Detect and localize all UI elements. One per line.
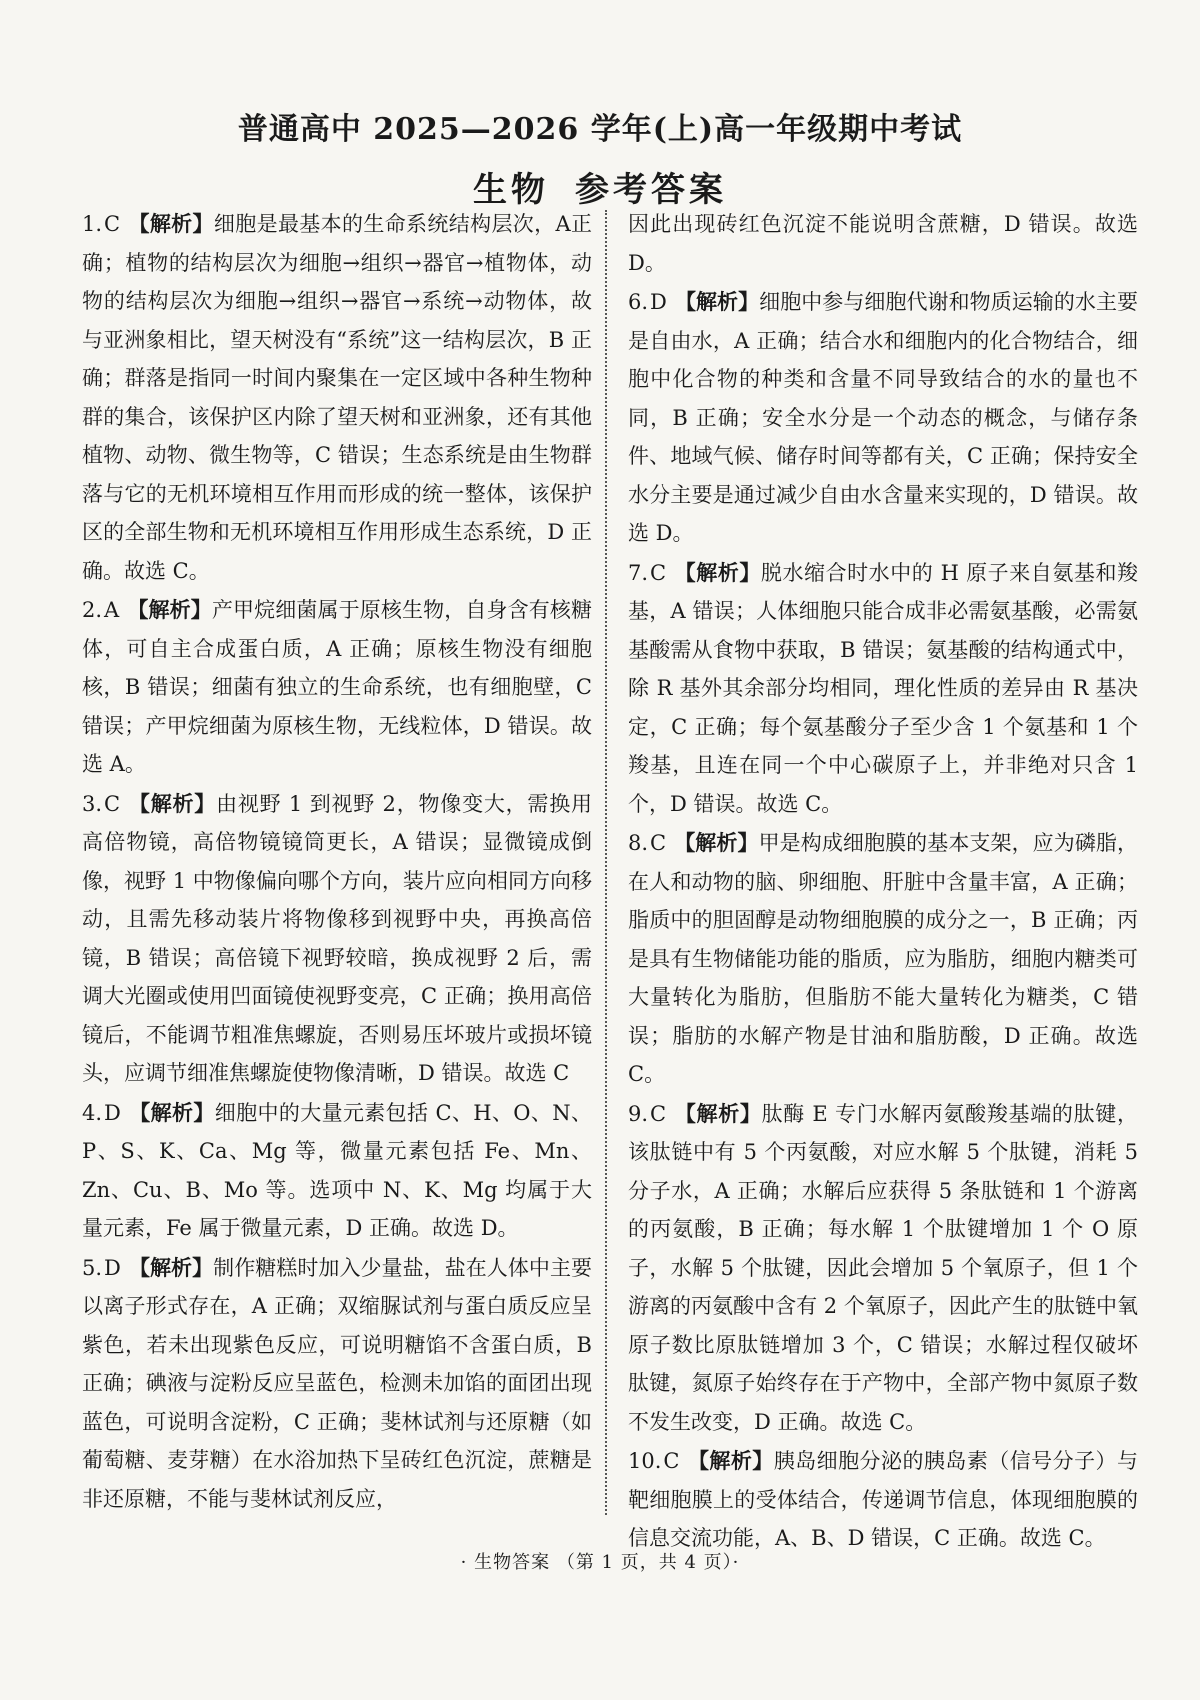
analysis-text: 制作糖糕时加入少量盐，盐在人体中主要以离子形式存在，A 正确；双缩脲试剂与蛋白质反应呈紫色，若未出现紫色反应，可说明糖馅不含蛋白质，B 正确；碘液与淀粉反应呈蓝色，检测未加馅的面团出现蓝色，可说明含淀粉，C 正确；斐林试剂与还原糖（如葡萄糖、麦芽糖）在水浴加热下呈砖红色沉淀，蔗糖是非还原糖，不能与斐林试剂反应， — [82, 1255, 593, 1511]
analysis-text: 细胞是最基本的生命系统结构层次，A正确；植物的结构层次为细胞→组织→器官→植物体，动物的结构层次为细胞→组织→器官→系统→动物体，故与亚洲象相比，望天树没有“系统”这一结构层次，B 正确；群落是指同一时间内聚集在一定区域中各种生物种群的集合，该保护区内除了望天树和亚洲象，还有其他植物、动物、微生物等，C 错误；生态系统是由生物群落与它的无机环境相互作用而形成的统一整体，该保护区的全部生物和无机环境相互作用形成生态系统，D 正确。故选 C。 — [82, 212, 593, 583]
answer-item-8 — [628, 824, 1138, 1094]
answer-item-2 — [82, 591, 592, 784]
analysis-text: 细胞中的大量元素包括 C、H、O、N、P、S、K、Ca、Mg 等，微量元素包括 Fe、Mn、Zn、Cu、B、Mo 等。选项中 N、K、Mg 均属于大量元素，Fe 属于微量元素，D 正确。故选 D。 — [82, 1100, 592, 1240]
answer-item-10 — [628, 1442, 1138, 1558]
subject-label: 生物 — [473, 170, 549, 210]
answer-item-5-continued — [628, 205, 1138, 282]
question-number: 1. — [82, 212, 103, 236]
analysis-tag: 【解析】 — [687, 1448, 774, 1473]
answer-letter: C — [650, 1101, 667, 1126]
answer-item-4 — [82, 1094, 592, 1248]
analysis-tag: 【解析】 — [128, 1099, 215, 1125]
question-number: 10. — [628, 1449, 662, 1473]
analysis-tag: 【解析】 — [674, 289, 760, 314]
question-number: 7. — [628, 560, 649, 585]
analysis-text: 胰岛细胞分泌的胰岛素（信号分子）与靶细胞膜上的受体结合，传递调节信息，体现细胞膜的信息交流功能，A、B、D 错误，C 正确。故选 C。 — [628, 1449, 1138, 1550]
answer-item-3 — [82, 785, 592, 1093]
analysis-tag: 【解析】 — [674, 559, 761, 585]
analysis-text: 因此出现砖红色沉淀不能说明含蔗糖，D 错误。故选 D。 — [628, 212, 1138, 275]
analysis-text: 肽酶 E 专门水解丙氨酸羧基端的肽键，该肽链中有 5 个丙氨酸，对应水解 5 个肽键，消耗 5 分子水，A 正确；水解后应获得 5 条肽链和 1 个游离的丙氨酸，B 正确；每水解 1 个肽键增加 1 个 O 原子，水解 5 个肽键，因此会增加 5 个氧原子，但 1 个游离的丙氨酸中含有 2 个氧原子，因此产生的肽链中氧原子数比原肽链增加 3 个，C 错误；水解过程仅破坏肽键，氮原子始终存在于产物中，全部产物中氮原子数不发生改变，D 正确。故选 C。 — [628, 1101, 1138, 1434]
page-footer: · 生物答案 （第 1 页，共 4 页）· — [460, 1552, 740, 1573]
page-header — [0, 104, 1200, 211]
analysis-tag: 【解析】 — [674, 1100, 762, 1126]
analysis-text: 由视野 1 到视野 2，物像变大，需换用高倍物镜，高倍物镜镜筒更长，A 错误；显微镜成倒像，视野 1 中物像偏向哪个方向，装片应向相同方向移动，且需先移动装片将物像移到视野中央，再换高倍镜，B 错误；高倍镜下视野较暗，换成视野 2 后，需调大光圈或使用凹面镜使视野变亮，C 正确；换用高倍镜后，不能调节粗准焦螺旋，否则易压坏玻片或损坏镜头，应调节细准焦螺旋使物像清晰，D 错误。故选 C — [82, 791, 593, 1085]
answer-item-7 — [628, 554, 1138, 824]
question-number: 6. — [628, 290, 649, 314]
analysis-tag: 【解析】 — [674, 830, 759, 855]
right-column — [628, 205, 1138, 1559]
answer-letter: D — [104, 1100, 121, 1125]
analysis-tag: 【解析】 — [127, 597, 212, 622]
analysis-tag: 【解析】 — [128, 1254, 214, 1280]
answer-item-5 — [82, 1249, 592, 1519]
doc-type-label: 参考答案 — [575, 170, 727, 210]
question-number: 4. — [82, 1100, 103, 1125]
analysis-text: 甲是构成细胞膜的基本支架，应为磷脂，在人和动物的脑、卵细胞、肝脏中含量丰富，A 正确；脂质中的胆固醇是动物细胞膜的成分之一，B 正确；丙是具有生物储能功能的脂质，应为脂肪，细胞内糖类可大量转化为脂肪，但脂肪不能大量转化为糖类，C 错误；脂肪的水解产物是甘油和脂肪酸，D 正确。故选 C。 — [628, 831, 1139, 1086]
question-number: 2. — [82, 598, 103, 622]
answer-letter: A — [104, 598, 120, 622]
answer-letter: D — [650, 290, 667, 314]
answer-letter: C — [663, 1449, 680, 1473]
answer-item-1 — [82, 205, 592, 590]
answer-letter: C — [650, 831, 667, 855]
analysis-text: 产甲烷细菌属于原核生物，自身含有核糖体，可自主合成蛋白质，A 正确；原核生物没有细胞核，B 错误；细菌有独立的生命系统，也有细胞壁，C 错误；产甲烷细菌为原核生物，无线粒体，D 错误。故选 A。 — [82, 598, 593, 776]
question-number: 3. — [82, 791, 103, 816]
answer-letter: C — [104, 212, 121, 236]
left-column — [82, 205, 592, 1519]
answer-item-6 — [628, 283, 1138, 553]
exam-subtitle — [0, 162, 1200, 211]
analysis-tag: 【解析】 — [128, 790, 217, 816]
answer-letter: C — [650, 560, 667, 585]
analysis-text: 细胞中参与细胞代谢和物质运输的水主要是自由水，A 正确；结合水和细胞内的化合物结合，细胞中化合物的种类和含量不同导致结合的水的量也不同，B 正确；安全水分是一个动态的概念，与储存条件、地域气候、储存时间等都有关，C 正确；保持安全水分主要是通过减少自由水含量来实现的，D 错误。故选 D。 — [628, 290, 1139, 545]
answer-item-9 — [628, 1095, 1138, 1442]
answer-letter: C — [104, 791, 121, 816]
question-number: 9. — [628, 1101, 649, 1126]
question-number: 5. — [82, 1255, 103, 1280]
exam-title: 普通高中 2025—2026 学年(上)高一年级期中考试 — [237, 112, 963, 147]
analysis-tag: 【解析】 — [128, 211, 214, 236]
answer-letter: D — [104, 1255, 121, 1280]
question-number: 8. — [628, 831, 649, 855]
analysis-text: 脱水缩合时水中的 H 原子来自氨基和羧基，A 错误；人体细胞只能合成非必需氨基酸，必需氨基酸需从食物中获取，B 错误；氨基酸的结构通式中，除 R 基外其余部分均相同，理化性质的差异由 R 基决定，C 正确；每个氨基酸分子至少含 1 个氨基和 1 个羧基，且连在同一个中心碳原子上，并非绝对只含 1 个，D 错误。故选 C。 — [628, 560, 1138, 816]
column-divider — [605, 210, 607, 1515]
